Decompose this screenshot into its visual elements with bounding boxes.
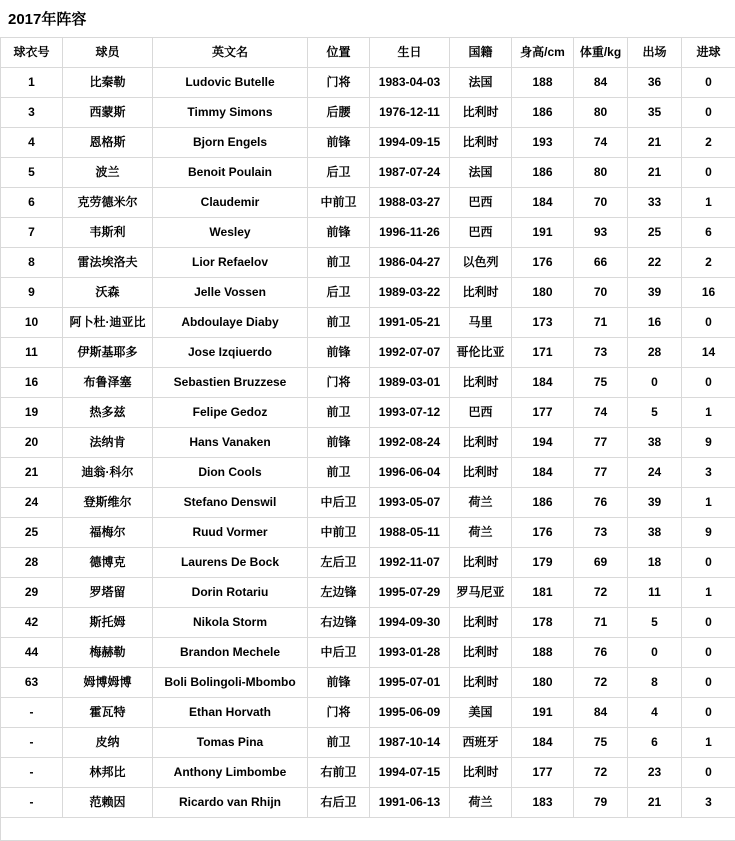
cell-goals: 0 xyxy=(682,758,735,788)
column-header-goals: 进球 xyxy=(682,38,735,68)
cell-nationality: 比利时 xyxy=(450,758,512,788)
cell-birthday: 1987-10-14 xyxy=(370,728,450,758)
cell-weight: 84 xyxy=(574,698,628,728)
table-row xyxy=(1,668,735,698)
table-header-row xyxy=(1,38,735,68)
cell-player: 克劳德米尔 xyxy=(63,188,153,218)
cell-english-name: Jelle Vossen xyxy=(153,278,308,308)
table-body xyxy=(1,68,735,841)
cell-height: 179 xyxy=(512,548,574,578)
cell-player: 梅赫勒 xyxy=(63,638,153,668)
cell-goals: 14 xyxy=(682,338,735,368)
cell-nationality: 以色列 xyxy=(450,248,512,278)
cell-player: 波兰 xyxy=(63,158,153,188)
cell-english-name: Ruud Vormer xyxy=(153,518,308,548)
cell-position: 前卫 xyxy=(308,728,370,758)
cell-nationality: 法国 xyxy=(450,158,512,188)
cell-height: 181 xyxy=(512,578,574,608)
cell-player: 热多兹 xyxy=(63,398,153,428)
cell-player: 恩格斯 xyxy=(63,128,153,158)
cell-jersey: 42 xyxy=(1,608,63,638)
column-header-position: 位置 xyxy=(308,38,370,68)
cell-jersey: 28 xyxy=(1,548,63,578)
cell-jersey: 4 xyxy=(1,128,63,158)
cell-english-name: Laurens De Bock xyxy=(153,548,308,578)
cell-appearances: 5 xyxy=(628,608,682,638)
cell-goals: 0 xyxy=(682,548,735,578)
table-row xyxy=(1,368,735,398)
cell-position: 前卫 xyxy=(308,308,370,338)
cell-goals: 0 xyxy=(682,668,735,698)
cell-goals: 0 xyxy=(682,368,735,398)
cell-birthday: 1992-11-07 xyxy=(370,548,450,578)
table-row xyxy=(1,518,735,548)
cell-position: 后卫 xyxy=(308,158,370,188)
cell-english-name: Lior Refaelov xyxy=(153,248,308,278)
cell-weight: 75 xyxy=(574,368,628,398)
cell-nationality: 比利时 xyxy=(450,128,512,158)
cell-weight: 77 xyxy=(574,428,628,458)
cell-weight: 72 xyxy=(574,578,628,608)
cell-english-name: Hans Vanaken xyxy=(153,428,308,458)
table-row xyxy=(1,128,735,158)
cell-player: 韦斯利 xyxy=(63,218,153,248)
cell-position: 中前卫 xyxy=(308,518,370,548)
cell-goals: 16 xyxy=(682,278,735,308)
cell-appearances: 39 xyxy=(628,278,682,308)
table-row xyxy=(1,488,735,518)
cell-jersey: 6 xyxy=(1,188,63,218)
cell-appearances: 22 xyxy=(628,248,682,278)
cell-appearances: 38 xyxy=(628,428,682,458)
cell-nationality: 西班牙 xyxy=(450,728,512,758)
cell-english-name: Ricardo van Rhijn xyxy=(153,788,308,818)
cell-jersey: 7 xyxy=(1,218,63,248)
cell-birthday: 1994-07-15 xyxy=(370,758,450,788)
table-row xyxy=(1,308,735,338)
cell-height: 188 xyxy=(512,638,574,668)
cell-player: 伊斯基耶多 xyxy=(63,338,153,368)
cell-player: 福梅尔 xyxy=(63,518,153,548)
cell-appearances: 6 xyxy=(628,728,682,758)
cell-birthday: 1992-08-24 xyxy=(370,428,450,458)
table-row xyxy=(1,638,735,668)
cell-nationality: 比利时 xyxy=(450,98,512,128)
cell-jersey: - xyxy=(1,788,63,818)
cell-english-name: Benoit Poulain xyxy=(153,158,308,188)
cell-player: 范赖因 xyxy=(63,788,153,818)
cell-nationality: 比利时 xyxy=(450,428,512,458)
cell-position: 门将 xyxy=(308,68,370,98)
cell-goals: 3 xyxy=(682,788,735,818)
cell-jersey: 9 xyxy=(1,278,63,308)
cell-appearances: 16 xyxy=(628,308,682,338)
cell-height: 180 xyxy=(512,278,574,308)
cell-appearances: 33 xyxy=(628,188,682,218)
cell-appearances: 0 xyxy=(628,368,682,398)
cell-player: 罗塔留 xyxy=(63,578,153,608)
cell-jersey: 25 xyxy=(1,518,63,548)
cell-appearances: 28 xyxy=(628,338,682,368)
cell-appearances: 39 xyxy=(628,488,682,518)
cell-nationality: 美国 xyxy=(450,698,512,728)
cell-height: 173 xyxy=(512,308,574,338)
cell-position: 前锋 xyxy=(308,128,370,158)
cell-jersey: - xyxy=(1,758,63,788)
table-row xyxy=(1,218,735,248)
cell-height: 186 xyxy=(512,488,574,518)
cell-nationality: 荷兰 xyxy=(450,518,512,548)
cell-nationality: 法国 xyxy=(450,68,512,98)
cell-birthday: 1988-05-11 xyxy=(370,518,450,548)
cell-player: 皮纳 xyxy=(63,728,153,758)
cell-birthday: 1991-06-13 xyxy=(370,788,450,818)
cell-weight: 76 xyxy=(574,638,628,668)
cell-player: 法纳肯 xyxy=(63,428,153,458)
cell-appearances: 24 xyxy=(628,458,682,488)
cell-appearances: 25 xyxy=(628,218,682,248)
cell-birthday: 1996-11-26 xyxy=(370,218,450,248)
cell-position: 后卫 xyxy=(308,278,370,308)
cell-jersey: 5 xyxy=(1,158,63,188)
cell-goals: 2 xyxy=(682,128,735,158)
cell-position: 左后卫 xyxy=(308,548,370,578)
cell-jersey: 19 xyxy=(1,398,63,428)
cell-nationality: 比利时 xyxy=(450,668,512,698)
cell-position: 前锋 xyxy=(308,668,370,698)
cell-weight: 72 xyxy=(574,758,628,788)
cell-position: 前锋 xyxy=(308,338,370,368)
cell-weight: 75 xyxy=(574,728,628,758)
cell-position: 前卫 xyxy=(308,458,370,488)
table-row xyxy=(1,458,735,488)
cell-nationality: 比利时 xyxy=(450,608,512,638)
cell-appearances: 8 xyxy=(628,668,682,698)
cell-jersey: 21 xyxy=(1,458,63,488)
cell-height: 183 xyxy=(512,788,574,818)
cell-birthday: 1995-06-09 xyxy=(370,698,450,728)
cell-jersey: 11 xyxy=(1,338,63,368)
cell-english-name: Claudemir xyxy=(153,188,308,218)
cell-position: 前卫 xyxy=(308,398,370,428)
cell-player: 雷法埃洛夫 xyxy=(63,248,153,278)
table-footer-row xyxy=(1,818,735,841)
cell-nationality: 罗马尼亚 xyxy=(450,578,512,608)
cell-appearances: 21 xyxy=(628,158,682,188)
cell-english-name: Ludovic Butelle xyxy=(153,68,308,98)
cell-goals: 0 xyxy=(682,638,735,668)
cell-english-name: Felipe Gedoz xyxy=(153,398,308,428)
column-header-height: 身高/cm xyxy=(512,38,574,68)
cell-goals: 1 xyxy=(682,728,735,758)
cell-goals: 1 xyxy=(682,578,735,608)
cell-weight: 73 xyxy=(574,338,628,368)
cell-height: 176 xyxy=(512,518,574,548)
table-row xyxy=(1,698,735,728)
cell-appearances: 5 xyxy=(628,398,682,428)
column-header-player: 球员 xyxy=(63,38,153,68)
table-row xyxy=(1,248,735,278)
column-header-jersey: 球衣号 xyxy=(1,38,63,68)
cell-birthday: 1996-06-04 xyxy=(370,458,450,488)
cell-height: 184 xyxy=(512,188,574,218)
cell-position: 门将 xyxy=(308,368,370,398)
cell-birthday: 1994-09-30 xyxy=(370,608,450,638)
cell-weight: 80 xyxy=(574,98,628,128)
cell-jersey: 63 xyxy=(1,668,63,698)
cell-position: 右前卫 xyxy=(308,758,370,788)
cell-nationality: 比利时 xyxy=(450,368,512,398)
cell-birthday: 1995-07-29 xyxy=(370,578,450,608)
cell-weight: 71 xyxy=(574,608,628,638)
cell-birthday: 1993-01-28 xyxy=(370,638,450,668)
cell-appearances: 35 xyxy=(628,98,682,128)
cell-goals: 0 xyxy=(682,98,735,128)
cell-height: 184 xyxy=(512,728,574,758)
cell-player: 林邦比 xyxy=(63,758,153,788)
cell-jersey: 44 xyxy=(1,638,63,668)
cell-nationality: 比利时 xyxy=(450,548,512,578)
cell-birthday: 1986-04-27 xyxy=(370,248,450,278)
cell-player: 阿卜杜·迪亚比 xyxy=(63,308,153,338)
cell-nationality: 比利时 xyxy=(450,458,512,488)
table-header xyxy=(1,38,735,68)
cell-position: 左边锋 xyxy=(308,578,370,608)
table-row xyxy=(1,728,735,758)
cell-player: 德博克 xyxy=(63,548,153,578)
cell-english-name: Anthony Limbombe xyxy=(153,758,308,788)
cell-birthday: 1994-09-15 xyxy=(370,128,450,158)
cell-birthday: 1989-03-22 xyxy=(370,278,450,308)
cell-weight: 76 xyxy=(574,488,628,518)
cell-height: 176 xyxy=(512,248,574,278)
cell-goals: 2 xyxy=(682,248,735,278)
cell-height: 177 xyxy=(512,398,574,428)
cell-position: 前锋 xyxy=(308,218,370,248)
column-header-birthday: 生日 xyxy=(370,38,450,68)
cell-appearances: 0 xyxy=(628,638,682,668)
cell-goals: 0 xyxy=(682,308,735,338)
cell-weight: 79 xyxy=(574,788,628,818)
cell-birthday: 1988-03-27 xyxy=(370,188,450,218)
cell-birthday: 1976-12-11 xyxy=(370,98,450,128)
column-header-english-name: 英文名 xyxy=(153,38,308,68)
table-row xyxy=(1,188,735,218)
table-row xyxy=(1,758,735,788)
cell-birthday: 1993-07-12 xyxy=(370,398,450,428)
cell-english-name: Sebastien Bruzzese xyxy=(153,368,308,398)
cell-birthday: 1987-07-24 xyxy=(370,158,450,188)
cell-nationality: 巴西 xyxy=(450,398,512,428)
cell-jersey: - xyxy=(1,728,63,758)
cell-appearances: 36 xyxy=(628,68,682,98)
cell-position: 后腰 xyxy=(308,98,370,128)
cell-english-name: Bjorn Engels xyxy=(153,128,308,158)
table-row xyxy=(1,68,735,98)
cell-position: 门将 xyxy=(308,698,370,728)
cell-height: 193 xyxy=(512,128,574,158)
cell-weight: 74 xyxy=(574,398,628,428)
cell-jersey: 10 xyxy=(1,308,63,338)
cell-weight: 77 xyxy=(574,458,628,488)
cell-height: 171 xyxy=(512,338,574,368)
cell-nationality: 巴西 xyxy=(450,218,512,248)
cell-height: 186 xyxy=(512,158,574,188)
cell-birthday: 1993-05-07 xyxy=(370,488,450,518)
cell-height: 188 xyxy=(512,68,574,98)
column-header-nationality: 国籍 xyxy=(450,38,512,68)
cell-player: 霍瓦特 xyxy=(63,698,153,728)
cell-appearances: 18 xyxy=(628,548,682,578)
cell-goals: 1 xyxy=(682,188,735,218)
cell-player: 沃森 xyxy=(63,278,153,308)
cell-weight: 72 xyxy=(574,668,628,698)
cell-height: 191 xyxy=(512,218,574,248)
column-header-weight: 体重/kg xyxy=(574,38,628,68)
cell-birthday: 1989-03-01 xyxy=(370,368,450,398)
table-row xyxy=(1,788,735,818)
cell-english-name: Tomas Pina xyxy=(153,728,308,758)
cell-english-name: Jose Izqiuerdo xyxy=(153,338,308,368)
cell-weight: 71 xyxy=(574,308,628,338)
cell-jersey: - xyxy=(1,698,63,728)
cell-player: 斯托姆 xyxy=(63,608,153,638)
cell-appearances: 4 xyxy=(628,698,682,728)
table-row xyxy=(1,548,735,578)
cell-birthday: 1995-07-01 xyxy=(370,668,450,698)
cell-height: 184 xyxy=(512,368,574,398)
cell-height: 194 xyxy=(512,428,574,458)
table-row xyxy=(1,98,735,128)
cell-nationality: 哥伦比亚 xyxy=(450,338,512,368)
cell-weight: 70 xyxy=(574,188,628,218)
cell-goals: 1 xyxy=(682,488,735,518)
cell-position: 中前卫 xyxy=(308,188,370,218)
cell-nationality: 比利时 xyxy=(450,638,512,668)
cell-appearances: 23 xyxy=(628,758,682,788)
cell-position: 右后卫 xyxy=(308,788,370,818)
cell-goals: 1 xyxy=(682,398,735,428)
cell-player: 布鲁泽塞 xyxy=(63,368,153,398)
table-row xyxy=(1,578,735,608)
cell-position: 中后卫 xyxy=(308,488,370,518)
cell-goals: 0 xyxy=(682,158,735,188)
cell-height: 180 xyxy=(512,668,574,698)
cell-birthday: 1992-07-07 xyxy=(370,338,450,368)
cell-english-name: Abdoulaye Diaby xyxy=(153,308,308,338)
cell-nationality: 马里 xyxy=(450,308,512,338)
cell-english-name: Brandon Mechele xyxy=(153,638,308,668)
cell-goals: 6 xyxy=(682,218,735,248)
cell-weight: 74 xyxy=(574,128,628,158)
cell-english-name: Boli Bolingoli-Mbombo xyxy=(153,668,308,698)
cell-height: 186 xyxy=(512,98,574,128)
cell-nationality: 荷兰 xyxy=(450,488,512,518)
cell-english-name: Ethan Horvath xyxy=(153,698,308,728)
cell-player: 姆博姆博 xyxy=(63,668,153,698)
table-row xyxy=(1,338,735,368)
cell-position: 中后卫 xyxy=(308,638,370,668)
cell-english-name: Timmy Simons xyxy=(153,98,308,128)
cell-english-name: Wesley xyxy=(153,218,308,248)
column-header-appearances: 出场 xyxy=(628,38,682,68)
cell-goals: 9 xyxy=(682,428,735,458)
cell-goals: 3 xyxy=(682,458,735,488)
table-row xyxy=(1,158,735,188)
table-row xyxy=(1,398,735,428)
cell-player: 比秦勒 xyxy=(63,68,153,98)
cell-jersey: 8 xyxy=(1,248,63,278)
cell-weight: 84 xyxy=(574,68,628,98)
cell-position: 前锋 xyxy=(308,428,370,458)
cell-jersey: 3 xyxy=(1,98,63,128)
table-row xyxy=(1,278,735,308)
cell-appearances: 21 xyxy=(628,788,682,818)
cell-position: 前卫 xyxy=(308,248,370,278)
cell-height: 191 xyxy=(512,698,574,728)
cell-nationality: 荷兰 xyxy=(450,788,512,818)
cell-appearances: 38 xyxy=(628,518,682,548)
cell-height: 177 xyxy=(512,758,574,788)
cell-height: 178 xyxy=(512,608,574,638)
cell-weight: 66 xyxy=(574,248,628,278)
cell-jersey: 1 xyxy=(1,68,63,98)
table-row xyxy=(1,428,735,458)
cell-position: 右边锋 xyxy=(308,608,370,638)
cell-goals: 0 xyxy=(682,608,735,638)
page-title: 2017年阵容 xyxy=(0,8,735,37)
cell-player: 迪翁·科尔 xyxy=(63,458,153,488)
cell-weight: 69 xyxy=(574,548,628,578)
cell-nationality: 比利时 xyxy=(450,278,512,308)
cell-english-name: Stefano Denswil xyxy=(153,488,308,518)
cell-jersey: 20 xyxy=(1,428,63,458)
table-row xyxy=(1,608,735,638)
cell-goals: 0 xyxy=(682,698,735,728)
cell-goals: 9 xyxy=(682,518,735,548)
cell-weight: 70 xyxy=(574,278,628,308)
cell-jersey: 16 xyxy=(1,368,63,398)
cell-birthday: 1983-04-03 xyxy=(370,68,450,98)
cell-goals: 0 xyxy=(682,68,735,98)
cell-weight: 93 xyxy=(574,218,628,248)
cell-english-name: Dion Cools xyxy=(153,458,308,488)
cell-english-name: Dorin Rotariu xyxy=(153,578,308,608)
roster-table xyxy=(0,37,735,841)
cell-player: 登斯维尔 xyxy=(63,488,153,518)
cell-jersey: 29 xyxy=(1,578,63,608)
cell-weight: 80 xyxy=(574,158,628,188)
cell-player: 西蒙斯 xyxy=(63,98,153,128)
cell-height: 184 xyxy=(512,458,574,488)
cell-weight: 73 xyxy=(574,518,628,548)
cell-footer-empty xyxy=(1,818,735,841)
cell-english-name: Nikola Storm xyxy=(153,608,308,638)
cell-birthday: 1991-05-21 xyxy=(370,308,450,338)
cell-jersey: 24 xyxy=(1,488,63,518)
cell-appearances: 21 xyxy=(628,128,682,158)
cell-appearances: 11 xyxy=(628,578,682,608)
cell-nationality: 巴西 xyxy=(450,188,512,218)
